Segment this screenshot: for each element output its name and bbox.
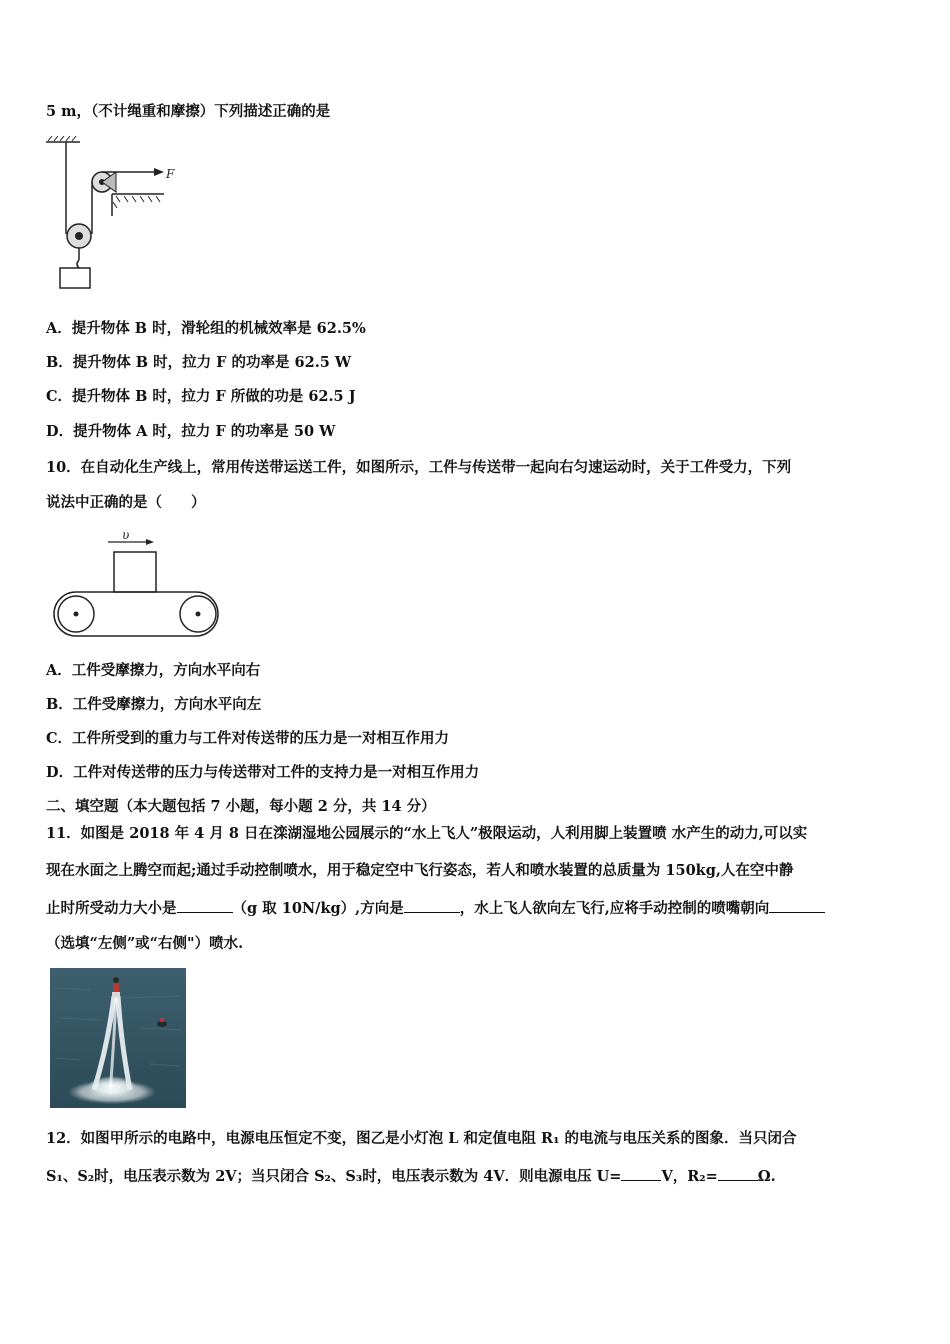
q11-line3 <box>46 898 825 919</box>
answer-blank-3[interactable] <box>769 898 825 913</box>
q11-line1: 11．如图是 2018 年 4 月 8 日在滦湖湿地公园展示的“水上飞人”极限运动，人利用脚上装置喷 水产生的动力,可以实 <box>46 825 808 842</box>
q10-option-a: A．工件受摩擦力，方向水平向右 <box>46 662 261 679</box>
section-heading: 二、填空题（本大题包括 7 小题，每小题 2 分，共 14 分） <box>46 798 436 815</box>
q12-line2-c: Ω. <box>757 1168 776 1185</box>
q12-line2-b: V，R₂= <box>661 1168 718 1185</box>
answer-blank-voltage[interactable] <box>621 1166 661 1181</box>
q9-option-b: B．提升物体 B 时，拉力 F 的功率是 62.5 W <box>46 354 352 371</box>
q11-line3-c: ，水上飞人欲向左飞行,应将手动控制的喷嘴朝向 <box>459 900 770 917</box>
q9-option-c: C．提升物体 B 时，拉力 F 所做的功是 62.5 J <box>46 388 356 405</box>
q11-line3-a: 止时所受动力大小是 <box>46 900 177 917</box>
q11-line3-b: （g 取 10N/kg）,方向是 <box>232 900 404 917</box>
q10-option-b: B．工件受摩擦力，方向水平向左 <box>46 696 262 713</box>
q10-stem-line2: 说法中正确的是（ ） <box>46 494 206 511</box>
velocity-label: υ <box>122 528 130 542</box>
q10-option-c: C．工件所受到的重力与工件对传送带的压力是一对相互作用力 <box>46 730 450 747</box>
water-jetpack-photo <box>50 968 186 1108</box>
answer-blank-2[interactable] <box>404 898 460 913</box>
conveyor-belt-diagram <box>46 528 226 640</box>
q9-option-d: D．提升物体 A 时，拉力 F 的功率是 50 W <box>46 423 336 440</box>
q12-line2 <box>46 1166 776 1187</box>
q12-line2-a: S₁、S₂时，电压表示数为 2V；当只闭合 S₂、S₃时，电压表示数为 4V．则电源电压 U= <box>46 1168 622 1185</box>
q9-option-a: A．提升物体 B 时，滑轮组的机械效率是 62.5% <box>46 320 366 337</box>
q12-line1: 12．如图甲所示的电路中，电源电压恒定不变，图乙是小灯泡 L 和定值电阻 R₁ 的电流与电压关系的图象．当只闭合 <box>46 1130 797 1147</box>
force-label: F <box>166 167 175 181</box>
q10-stem-line1: 10．在自动化生产线上，常用传送带运送工件，如图所示，工件与传送带一起向右匀速运动时，关于工件受力，下列 <box>46 459 792 476</box>
answer-blank-resistance[interactable] <box>718 1166 758 1181</box>
answer-blank-1[interactable] <box>177 898 233 913</box>
q11-line2: 现在水面之上腾空而起;通过手动控制喷水，用于稳定空中飞行姿态，若人和喷水装置的总质量为 150kg,人在空中静 <box>46 862 794 879</box>
q10-option-d: D．工件对传送带的压力与传送带对工件的支持力是一对相互作用力 <box>46 764 480 781</box>
pulley-diagram <box>44 136 194 296</box>
q9-stem-tail: 5 m，（不计绳重和摩擦）下列描述正确的是 <box>46 103 331 120</box>
q11-line4: （选填“左侧”或“右侧"）喷水. <box>46 935 244 952</box>
